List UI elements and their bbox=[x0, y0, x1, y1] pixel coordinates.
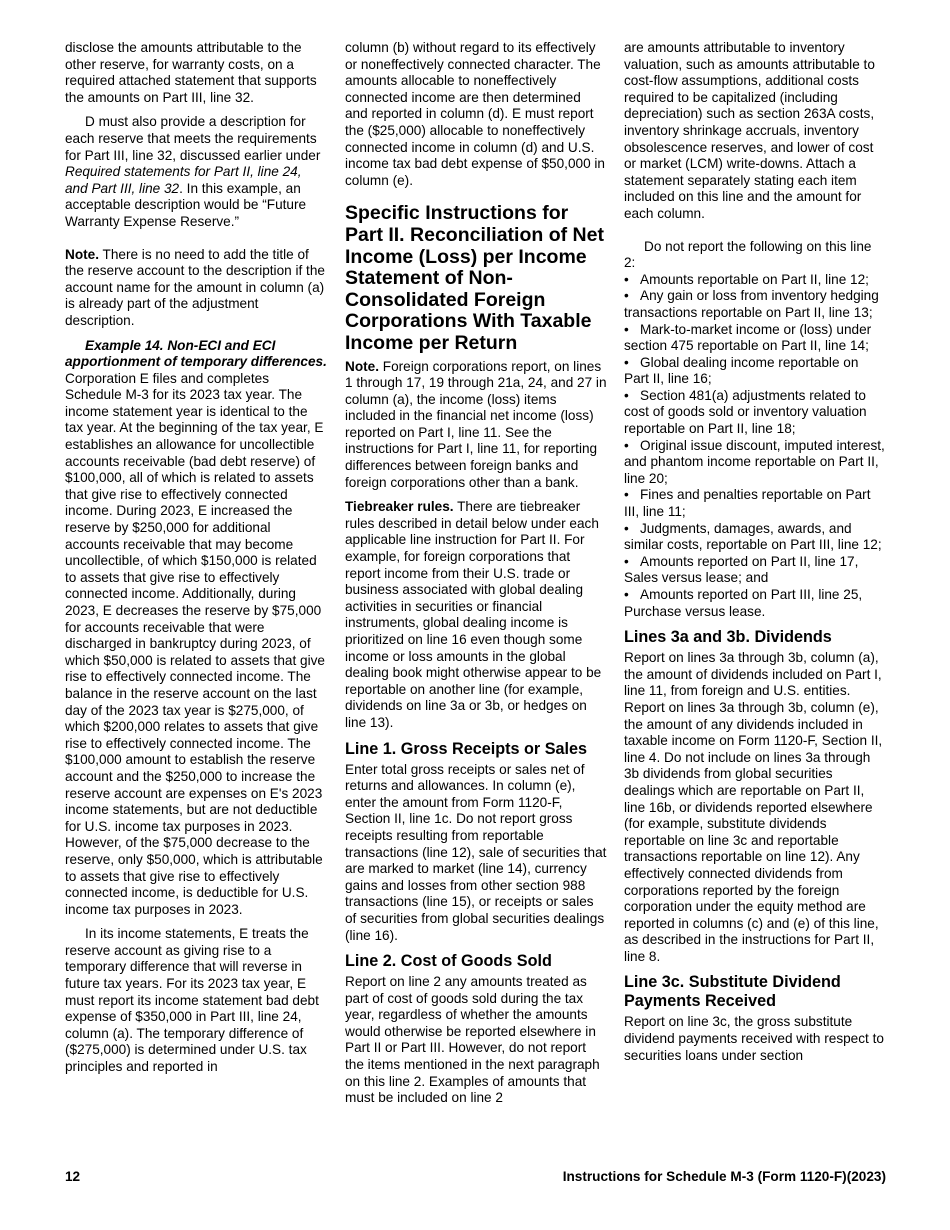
example-14-paragraph bbox=[65, 338, 327, 919]
bullet-icon: • bbox=[624, 587, 629, 602]
list-item: • Amounts reportable on Part II, line 12; bbox=[624, 271, 869, 287]
bullet-icon: • bbox=[624, 354, 629, 370]
tiebreaker-label: Tiebreaker rules. bbox=[345, 499, 454, 515]
list-item: • Judgments, damages, awards, and similar costs, reportable on Part III, line 12; bbox=[624, 520, 882, 553]
list-item: • Amounts reported on Part III, line 25, Purchase versus lease. bbox=[624, 587, 863, 619]
line-1-heading: Line 1. Gross Receipts or Sales bbox=[345, 739, 588, 758]
line-2-heading: Line 2. Cost of Goods Sold bbox=[345, 952, 552, 971]
note-text: There is no need to add the title of the reserve account to the description if the account name for the amount in column (a) is already part of the adjustment description. bbox=[65, 246, 325, 328]
example-14-text: Corporation E files and completes Schedule M-3 for its 2023 tax year. The income statement year is identical to the tax year. At the beginning of the tax year, E establishes an allowance for uncollectible accounts receivable (bad debt reserve) of $100,000, all of which is related to assets that give rise to effectively connected income. During 2023, E increased the reserve by $250,000 for additional accounts receivable that may become uncollectible, of which $150,000 is related to assets that give rise to effectively connected income. Additionally, during 2023, E decreases the reserve by $75,000 for accounts receivable that were discharged in bankruptcy during 2023, of which $50,000 is related to assets that give rise to effectively connected income. The balance in the reserve account on the last day of the 2023 tax year is $275,000, of which $200,000 relates to assets that give rise to effectively connected income. The $100,000 amount to establish the reserve account and the $250,000 to increase the reserve account are expenses on E's 2023 income statements, but are not deductible for U.S. income tax purposes in 2023. However, of the $75,000 decrease to the reserve, only $50,000, which is attributable to assets that give rise to effectively connected income, is deductible for U.S. income tax purposes in 2023. bbox=[65, 370, 325, 917]
italic-reference: Required statements for Part II, line 24, and Part III, line 32 bbox=[65, 164, 302, 196]
column-3 bbox=[624, 40, 886, 1064]
lines-3a-3b-text: Report on lines 3a through 3b, column (a), the amount of dividends included on Part I, line 11, from foreign and U.S. entities. Report on lines 3a through 3b, column (e), the amount of any dividends included in taxable income on Form 1120-F, Section II, line 4. Do not include on lines 3a through 3b dividends from global securities dealings which are reportable on Part II, line 16b, or dividends reported elsewhere (for example, substitute dividends reportable on line 3c and reportable transactions reportable on line 12). Any effectively connected dividends from corporations reported by the foreign corporation under the equity method are reported in columns (c) and (e) of this line, as described in the instructions for Part II, line 8. bbox=[624, 650, 883, 964]
paragraph-continuation: are amounts attributable to inventory valuation, such as amounts attributable to cost-flow assumptions, additional costs required to be capitalized (including depreciation) such as section 263A costs, inventory shrinkage accruals, inventory obsolescence reserves, and lower of cost or market (LCM) write-downs. Attach a statement separately stating each item included on this line and the amount for each column. bbox=[624, 40, 875, 221]
text-run: D must also provide a description for each reserve that meets the requirements for Part III, line 32, discussed earlier under bbox=[65, 114, 321, 163]
lines-3a-3b-heading: Lines 3a and 3b. Dividends bbox=[624, 628, 832, 647]
bullet-icon: • bbox=[624, 553, 629, 569]
list-item: • Section 481(a) adjustments related to cost of goods sold or inventory valuation reportable on Part II, line 18; bbox=[624, 387, 867, 437]
note-label: Note. bbox=[65, 246, 99, 262]
list-item: • Original issue discount, imputed interest, and phantom income reportable on Part II, line 20; bbox=[624, 437, 885, 486]
column-2 bbox=[345, 40, 607, 1107]
exclusion-list bbox=[624, 272, 886, 620]
note-text: Foreign corporations report, on lines 1 through 17, 19 through 21a, 24, and 27 in column (a), the income (loss) items included in the financial net income (loss) reported on Part I, line 11. See the instructions for Part I, line 11, for reporting differences between foreign banks and foreign corporations other than a bank. bbox=[345, 358, 607, 490]
document-title-footer: Instructions for Schedule M-3 (Form 1120-F)(2023) bbox=[562, 1169, 886, 1184]
line-1-text: Enter total gross receipts or sales net of returns and allowances. In column (e), enter the amount from Form 1120-F, Section II, line 1c. Do not report gross receipts resulting from reportable transactions (line 12), sale of securities that are marked to market (line 14), currency gains and losses from other section 988 transactions (line 15), or receipts or sales of securities from global securities dealings (line 16). bbox=[345, 761, 607, 943]
column-1 bbox=[65, 40, 327, 1076]
line-2-text: Report on line 2 any amounts treated as part of cost of goods sold during the tax year, regardless of whether the amounts would otherwise be reported elsewhere in Part II or Part III. However, do not report the items mentioned in the next paragraph on this line 2. Examples of amounts that must be included on line 2 bbox=[345, 974, 600, 1106]
section-heading-part-ii: Specific Instructions for Part II. Reconciliation of Net Income (Loss) per Income Statement of Non-Consolidated Foreign Corporations With Taxable Income per Return bbox=[345, 202, 604, 354]
page-number: 12 bbox=[65, 1169, 81, 1184]
paragraph-do-not-report: Do not report the following on this line 2: bbox=[624, 238, 872, 271]
list-item: • Fines and penalties reportable on Part III, line 11; bbox=[624, 487, 871, 520]
paragraph-description bbox=[65, 114, 327, 230]
bullet-icon: • bbox=[624, 271, 629, 287]
line-3c-text: Report on line 3c, the gross substitute dividend payments received with respect to securities loans under section bbox=[624, 1014, 884, 1063]
bullet-icon: • bbox=[624, 520, 629, 536]
paragraph-continuation: disclose the amounts attributable to the other reserve, for warranty costs, on a required attached statement that supports the amounts on Part III, line 32. bbox=[65, 40, 317, 105]
tiebreaker-text: There are tiebreaker rules described in detail below under each applicable line instruction for Part II. For example, for foreign corporations that report income from their U.S. trade or business associated with global dealing activities in securities or financial instruments, global dealing income is prioritized on line 16 even though some income or loss amounts in the global dealing book might otherwise appear to be reportable on another line (for example, dividends on line 3a or 3b, or hedges on line 13). bbox=[345, 499, 602, 730]
list-item: • Any gain or loss from inventory hedging transactions reportable on Part II, line 13; bbox=[624, 288, 879, 320]
bullet-icon: • bbox=[624, 288, 629, 304]
bullet-icon: • bbox=[624, 487, 629, 503]
bullet-icon: • bbox=[624, 387, 629, 403]
example-14-label: Example 14. Non-ECI and ECI apportionment of temporary differences. bbox=[65, 337, 327, 370]
bullet-icon: • bbox=[624, 437, 629, 453]
text-run: . In this example, an acceptable description would be “Future Warranty Expense Reserve.” bbox=[65, 180, 307, 229]
note-paragraph bbox=[65, 247, 327, 330]
list-item: • Amounts reported on Part II, line 17, Sales versus lease; and bbox=[624, 553, 859, 586]
tiebreaker-paragraph bbox=[345, 499, 607, 731]
line-3c-heading: Line 3c. Substitute Dividend Payments Received bbox=[624, 973, 841, 1011]
note-label: Note. bbox=[345, 358, 379, 374]
list-item: • Mark-to-market income or (loss) under section 475 reportable on Part II, line 14; bbox=[624, 321, 872, 354]
list-item: • Global dealing income reportable on Part II, line 16; bbox=[624, 354, 859, 387]
bullet-icon: • bbox=[624, 321, 629, 337]
paragraph-continuation: column (b) without regard to its effectively or noneffectively connected character. The amounts allocable to noneffectively connected income are then determined and reported in column (d). E must report the ($25,000) allocable to noneffectively connected income in column (d) and U.S. income tax bad debt expense of $50,000 in column (e). bbox=[345, 40, 605, 188]
note-paragraph bbox=[345, 359, 607, 492]
paragraph-income-statements: In its income statements, E treats the reserve account as giving rise to a temporary difference that will reverse in future tax years. For its 2023 tax year, E must report its income statement bad debt expense of $350,000 in Part III, line 24, column (a). The temporary difference of ($275,000) is determined under U.S. tax principles and reported in bbox=[65, 926, 319, 1075]
